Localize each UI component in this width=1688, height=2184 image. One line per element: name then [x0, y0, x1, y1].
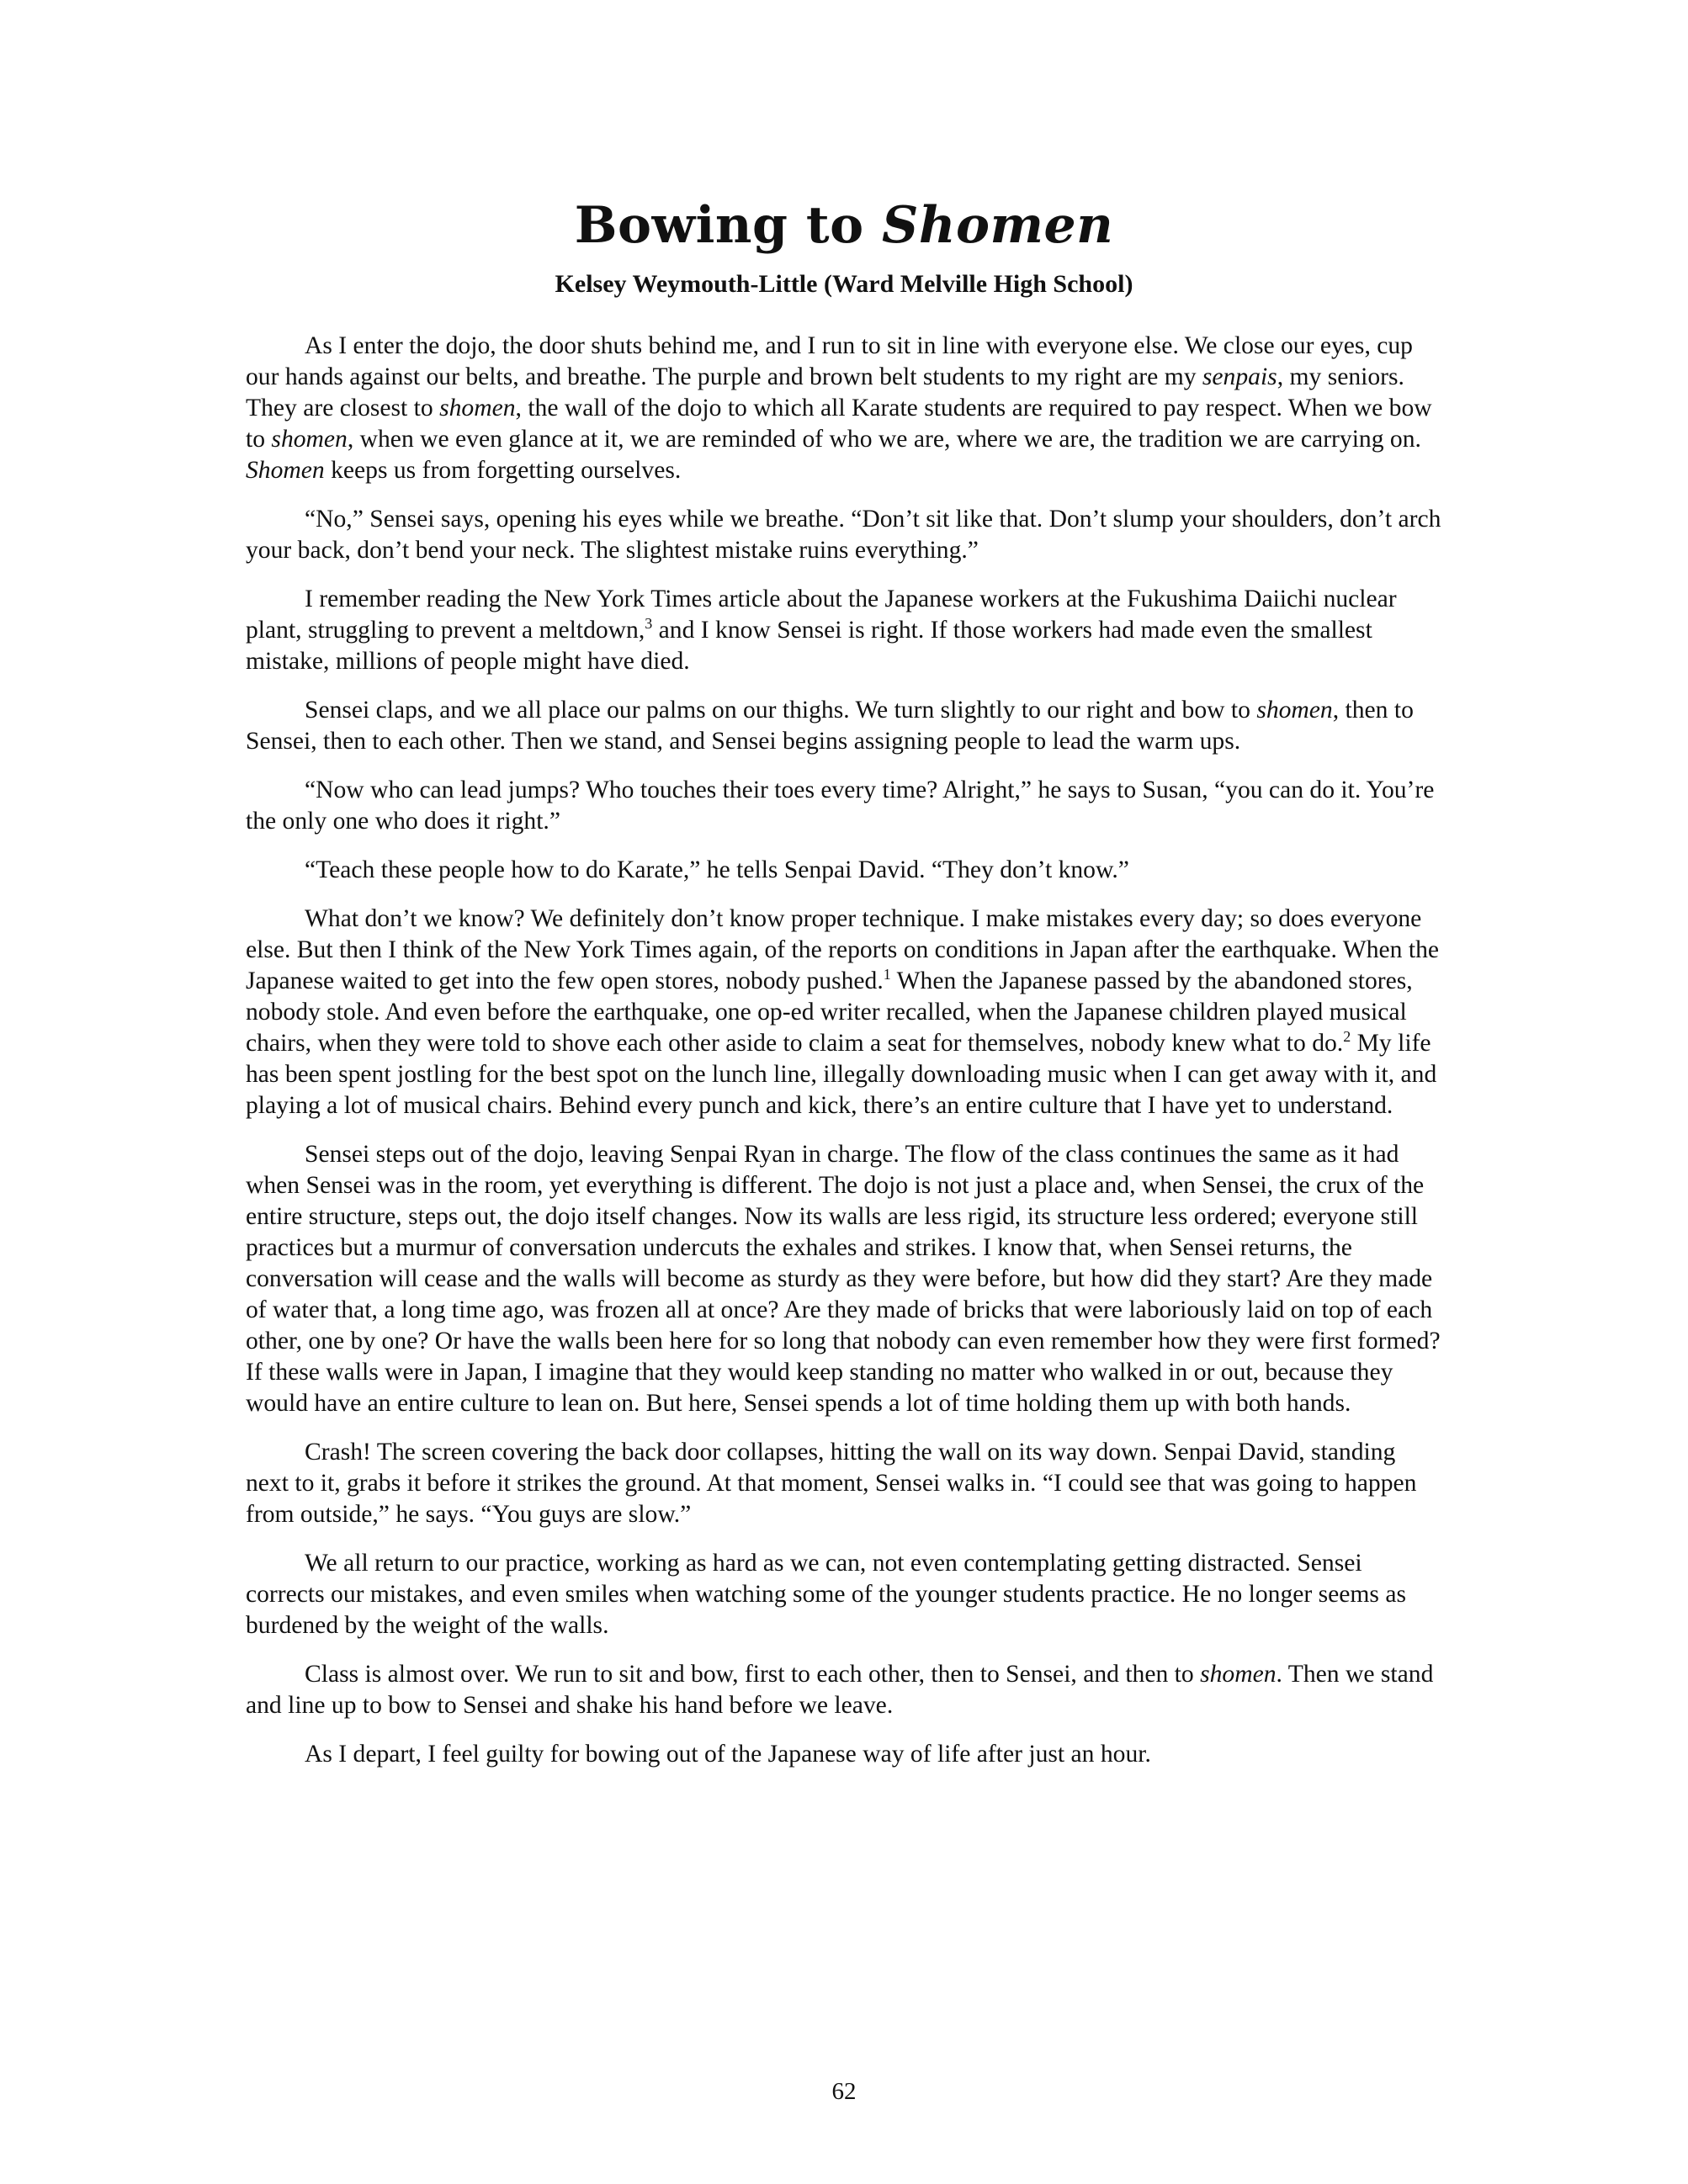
paragraph-11: [246, 1659, 1444, 1721]
paragraph-11-text-b: . Then we stand and line up to bow to Sensei and shake his hand before we leave.: [246, 1661, 1434, 1719]
paragraph-4: [246, 695, 1444, 757]
italic-term-senpais: senpais: [1202, 363, 1277, 390]
paragraph-7-text-b: When the Japanese passed by the abandoned stores, nobody stole. And even before the earthquake, one op-ed writer recalled, when the Japanese children played musical chairs, when they were told to shove each other aside to claim a seat for themselves, nobody knew what to do.: [246, 967, 1413, 1057]
paragraph-7: [246, 904, 1444, 1121]
italic-term-shomen: shomen: [1256, 697, 1333, 724]
paragraph-3-text-a: I remember reading the New York Times article about the Japanese workers at the Fukushima Daiichi nuclear plant, struggling to prevent a meltdown,: [246, 586, 1397, 644]
paragraph-4-text-a: Sensei claps, and we all place our palms on our thighs. We turn slightly to our right and bow to: [305, 697, 1257, 724]
article-title-emphasis: Shomen: [882, 196, 1114, 255]
italic-term-shomen: Shomen: [246, 457, 325, 484]
footnote-marker: 1: [883, 966, 891, 983]
article-title: [0, 192, 1688, 259]
paragraph-1-text-b: , my seniors. They are closest to: [246, 363, 1404, 421]
author-byline: Kelsey Weymouth-Little (Ward Melville High School): [555, 270, 1133, 298]
paragraph-1-text-e: keeps us from forgetting ourselves.: [324, 457, 682, 484]
paragraph-4-text-b: , then to Sensei, then to each other. Then we stand, and Sensei begins assigning people to lead the warm ups.: [246, 697, 1414, 755]
paragraph-7-text-c: My life has been spent jostling for the best spot on the lunch line, illegally downloading music when I can get away with it, and playing a lot of musical chairs. Behind every punch and kick, there’s an entire culture that I have yet to understand.: [246, 1030, 1437, 1119]
paragraph-10: We all return to our practice, working as hard as we can, not even contemplating getting distracted. Sensei corrects our mistakes, and even smiles when watching some of the younger students practice. He no longer seems as burdened by the weight of the walls.: [246, 1550, 1406, 1639]
paragraph-1-text-a: As I enter the dojo, the door shuts behind me, and I run to sit in line with everyone else. We close our eyes, cup our hands against our belts, and breathe. The purple and brown belt students to my right are my: [246, 332, 1413, 390]
paragraph-5: “Now who can lead jumps? Who touches their toes every time? Alright,” he says to Susan, “you can do it. You’re the only one who does it right.”: [246, 777, 1435, 835]
paragraph-3: [246, 584, 1444, 677]
paragraph-3-text-b: and I know Sensei is right. If those workers had made even the smallest mistake, millions of people might have died.: [246, 617, 1372, 675]
paragraph-11-text-a: Class is almost over. We run to sit and bow, first to each other, then to Sensei, and then to: [305, 1661, 1201, 1688]
paragraph-12: As I depart, I feel guilty for bowing out of the Japanese way of life after just an hour.: [305, 1741, 1151, 1768]
paragraph-1-text-d: , when we even glance at it, we are reminded of who we are, where we are, the tradition we are carrying on.: [347, 426, 1421, 453]
paragraph-1: [246, 331, 1444, 486]
paragraph-7-text-a: What don’t we know? We definitely don’t know proper technique. I make mistakes every day; so does everyone else. But then I think of the New York Times again, of the reports on conditions in Japan after the earthquake. When the Japanese waited to get into the few open stores, nobody pushed.: [246, 905, 1440, 994]
paragraph-9: Crash! The screen covering the back door collapses, hitting the wall on its way down. Senpai David, standing next to it, grabs it before it strikes the ground. At that moment, Sensei walks in. “I could see that was going to happen from outside,” he says. “You guys are slow.”: [246, 1439, 1417, 1528]
footnote-marker: 2: [1343, 1028, 1351, 1045]
italic-term-shomen: shomen: [439, 395, 516, 421]
paragraph-6: “Teach these people how to do Karate,” he tells Senpai David. “They don’t know.”: [305, 856, 1129, 883]
page-number: 62: [831, 2078, 857, 2105]
paragraph-2: “No,” Sensei says, opening his eyes while we breathe. “Don’t sit like that. Don’t slump your shoulders, don’t arch your back, don’t bend your neck. The slightest mistake ruins everything.”: [246, 506, 1441, 564]
article-title-main: Bowing to: [574, 196, 882, 255]
footnote-marker: 3: [645, 615, 653, 632]
article-body: [246, 331, 1444, 1788]
paragraph-1-text-c: , the wall of the dojo to which all Karate students are required to pay respect. When we bow to: [246, 395, 1432, 453]
italic-term-shomen: shomen: [271, 426, 348, 453]
italic-term-shomen: shomen: [1200, 1661, 1277, 1688]
paragraph-8: Sensei steps out of the dojo, leaving Senpai Ryan in charge. The flow of the class continues the same as it had when Sensei was in the room, yet everything is different. The dojo is not just a place and, when Sensei, the crux of the entire structure, steps out, the dojo itself changes. Now its walls are less rigid, its structure less ordered; everyone still practices but a murmur of conversation undercuts the exhales and strikes. I know that, when Sensei returns, the conversation will cease and the walls will become as sturdy as they were before, but how did they start? Are they made of water that, a long time ago, was frozen all at once? Are they made of bricks that were laboriously laid on top of each other, one by one? Or have the walls been here for so long that nobody can even remember how they were first formed? If these walls were in Japan, I imagine that they would keep standing no matter who walked in or out, because they would have an entire culture to lean on. But here, Sensei spends a lot of time holding them up with both hands.: [246, 1141, 1441, 1417]
